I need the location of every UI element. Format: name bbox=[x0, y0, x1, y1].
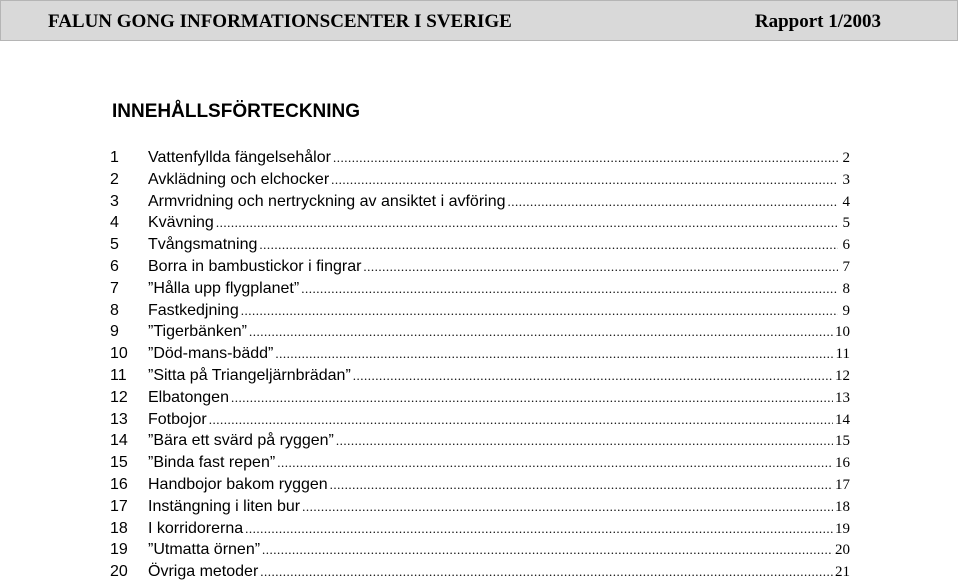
toc-dot-leader bbox=[262, 539, 833, 561]
toc-entry-page: 14 bbox=[835, 411, 850, 428]
toc-entry-label: ”Hålla upp flygplanet” bbox=[148, 279, 300, 297]
toc-title: INNEHÅLLSFÖRTECKNING bbox=[112, 101, 361, 122]
toc-dot-leader bbox=[275, 343, 833, 365]
toc-entry-number: 13 bbox=[110, 410, 128, 428]
toc-entry[interactable] bbox=[110, 234, 850, 256]
toc-entry-number: 7 bbox=[110, 279, 119, 297]
toc-entry[interactable] bbox=[110, 561, 850, 583]
toc-entry-label: Fotbojor bbox=[148, 410, 207, 428]
toc-entry[interactable] bbox=[110, 430, 850, 452]
toc-entry[interactable] bbox=[110, 300, 850, 322]
toc-dot-leader bbox=[277, 452, 833, 474]
toc-dot-leader bbox=[241, 300, 838, 322]
toc-entry-number: 20 bbox=[110, 563, 128, 581]
toc-entry-label: Övriga metoder bbox=[148, 563, 259, 581]
toc-entry-page: 19 bbox=[835, 520, 850, 537]
toc-dot-leader bbox=[259, 234, 838, 256]
toc-entry[interactable] bbox=[110, 496, 850, 518]
toc-dot-leader bbox=[353, 365, 833, 387]
toc-dot-leader bbox=[231, 387, 833, 409]
toc-entry-label: Avklädning och elchocker bbox=[148, 170, 330, 188]
toc-entry-number: 11 bbox=[110, 366, 127, 384]
toc-entry[interactable] bbox=[110, 365, 850, 387]
toc-entry-page: 18 bbox=[835, 498, 850, 515]
toc-entry[interactable] bbox=[110, 539, 850, 561]
toc-entry-label: ”Tigerbänken” bbox=[148, 323, 248, 341]
toc-entry-number: 4 bbox=[110, 214, 119, 232]
toc-dot-leader bbox=[331, 169, 838, 191]
toc-entry-number: 18 bbox=[110, 519, 128, 537]
toc-entry-number: 19 bbox=[110, 541, 128, 559]
toc-dot-leader bbox=[249, 321, 833, 343]
toc-entry-number: 16 bbox=[110, 475, 128, 493]
toc-dot-leader bbox=[209, 409, 833, 431]
toc-entry-label: Elbatongen bbox=[148, 388, 229, 406]
toc-dot-leader bbox=[508, 191, 839, 213]
toc-entry-number: 8 bbox=[110, 301, 119, 319]
toc-entry[interactable] bbox=[110, 343, 850, 365]
toc-entry-number: 15 bbox=[110, 454, 128, 472]
toc-entry[interactable] bbox=[110, 256, 850, 278]
toc-entry-label: Instängning i liten bur bbox=[148, 497, 301, 515]
toc-entry-page: 3 bbox=[842, 171, 850, 188]
toc-entry[interactable] bbox=[110, 278, 850, 300]
toc-dot-leader bbox=[333, 147, 838, 169]
organization-name: FALUN GONG INFORMATIONSCENTER I SVERIGE bbox=[48, 11, 512, 32]
toc-entry-label: Armvridning och nertryckning av ansiktet i avföring bbox=[148, 192, 506, 210]
toc-entry-page: 13 bbox=[835, 389, 850, 406]
toc-entry-label: Tvångsmatning bbox=[148, 236, 258, 254]
toc-entry-page: 21 bbox=[835, 564, 850, 581]
toc-dot-leader bbox=[216, 212, 838, 234]
toc-entry-number: 17 bbox=[110, 497, 128, 515]
toc-entry-number: 5 bbox=[110, 236, 119, 254]
toc-entry[interactable] bbox=[110, 191, 850, 213]
toc-entry-label: Borra in bambustickor i fingrar bbox=[148, 257, 362, 275]
toc-entry[interactable] bbox=[110, 147, 850, 169]
toc-entry[interactable] bbox=[110, 212, 850, 234]
toc-entry-page: 9 bbox=[842, 302, 850, 319]
toc-entry[interactable] bbox=[110, 169, 850, 191]
toc-entry-page: 2 bbox=[842, 150, 850, 166]
toc-dot-leader bbox=[330, 474, 833, 496]
toc-dot-leader bbox=[301, 278, 838, 300]
toc-entry-label: Fastkedjning bbox=[148, 301, 239, 319]
toc-entry-number: 3 bbox=[110, 192, 119, 210]
toc-entry[interactable] bbox=[110, 387, 850, 409]
toc-entry-page: 15 bbox=[835, 433, 850, 450]
toc-entry-label: Vattenfyllda fängelsehålor bbox=[148, 149, 331, 166]
toc-entry-number: 12 bbox=[110, 388, 128, 406]
toc-entry-page: 6 bbox=[842, 237, 850, 254]
toc-dot-leader bbox=[363, 256, 838, 278]
toc-entry-number: 2 bbox=[110, 170, 119, 188]
toc-dot-leader bbox=[260, 561, 833, 583]
toc-entry[interactable] bbox=[110, 409, 850, 431]
toc-entry-number: 1 bbox=[110, 149, 119, 166]
report-number: Rapport 1/2003 bbox=[754, 11, 881, 32]
toc-entry-page: 10 bbox=[835, 324, 850, 341]
toc-entry-label: ”Död-mans-bädd” bbox=[148, 345, 274, 363]
toc-entry[interactable] bbox=[110, 321, 850, 343]
toc-entry-page: 16 bbox=[835, 455, 850, 472]
toc-entry-page: 4 bbox=[842, 193, 850, 210]
toc-entry-label: Handbojor bakom ryggen bbox=[148, 475, 328, 493]
toc-dot-leader bbox=[302, 496, 833, 518]
page-header bbox=[0, 0, 958, 41]
toc-entry-page: 11 bbox=[835, 346, 850, 363]
toc-entry-number: 10 bbox=[110, 345, 128, 363]
toc-list bbox=[110, 147, 850, 583]
toc-entry-label: ”Sitta på Triangeljärnbrädan” bbox=[148, 366, 351, 384]
toc-entry-page: 5 bbox=[842, 215, 850, 232]
toc-entry-page: 8 bbox=[842, 280, 850, 297]
toc-entry-page: 17 bbox=[835, 476, 850, 493]
toc-entry-label: ”Bära ett svärd på ryggen” bbox=[148, 432, 334, 450]
toc-entry-page: 7 bbox=[842, 258, 850, 275]
toc-entry-number: 6 bbox=[110, 257, 119, 275]
toc-entry-number: 14 bbox=[110, 432, 128, 450]
toc-entry-label: Kvävning bbox=[148, 214, 214, 232]
toc-entry[interactable] bbox=[110, 518, 850, 540]
toc-entry-label: ”Binda fast repen” bbox=[148, 454, 276, 472]
toc-dot-leader bbox=[245, 518, 833, 540]
toc-entry-label: I korridorerna bbox=[148, 519, 244, 537]
toc-entry-label: ”Utmatta örnen” bbox=[148, 541, 261, 559]
toc-entry[interactable] bbox=[110, 452, 850, 474]
toc-entry[interactable] bbox=[110, 474, 850, 496]
toc-entry-number: 9 bbox=[110, 323, 119, 341]
toc-dot-leader bbox=[336, 430, 833, 452]
toc-entry-page: 12 bbox=[835, 367, 850, 384]
toc-entry-page: 20 bbox=[835, 542, 850, 559]
